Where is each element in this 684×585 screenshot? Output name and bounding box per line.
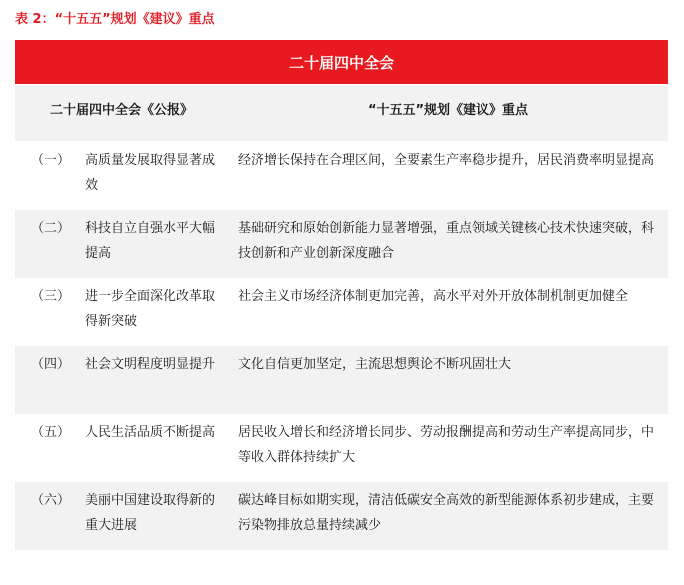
row-index: （五） (31, 425, 71, 440)
table-header-row (15, 85, 668, 142)
row-description: 基础研究和原始创新能力显著增强，重点领域关键核心技术快速突破，科技创新和产业创新深度融合 (238, 221, 655, 261)
row-goal: 进一步全面深化改革取得新突破 (85, 289, 216, 329)
row-goal: 社会文明程度明显提升 (85, 357, 216, 372)
row-index: （三） (31, 289, 71, 304)
table-row (15, 278, 668, 346)
table-row (15, 346, 668, 414)
row-description: 文化自信更加坚定，主流思想舆论不断巩固壮大 (238, 357, 512, 372)
table-row (15, 482, 668, 550)
row-goal: 科技自立自强水平大幅提高 (85, 221, 216, 261)
row-goal: 人民生活品质不断提高 (85, 425, 216, 440)
row-description: 碳达峰目标如期实现，清洁低碳安全高效的新型能源体系初步建成，主要污染物排放总量持续减少 (238, 493, 655, 533)
row-index: （四） (31, 357, 71, 372)
table-banner: 二十届四中全会 (15, 40, 668, 85)
row-description: 社会主义市场经济体制更加完善，高水平对外开放体制机制更加健全 (238, 289, 629, 304)
row-index: （六） (31, 493, 71, 508)
table-caption: 表 2：“十五五”规划《建议》重点 (15, 12, 215, 27)
row-description: 居民收入增长和经济增长同步、劳动报酬提高和劳动生产率提高同步，中等收入群体持续扩大 (238, 425, 655, 465)
row-description: 经济增长保持在合理区间，全要素生产率稳步提升，居民消费率明显提高 (238, 153, 655, 168)
row-goal: 美丽中国建设取得新的重大进展 (85, 493, 216, 533)
header-communique: 二十届四中全会《公报》 (49, 102, 193, 118)
row-index: （二） (31, 221, 71, 236)
header-proposal-priorities: “十五五”规划《建议》重点 (367, 102, 529, 118)
priorities-table (15, 40, 668, 550)
table-row (15, 142, 668, 210)
table-row (15, 210, 668, 278)
row-goal: 高质量发展取得显著成效 (85, 153, 216, 193)
table-row (15, 414, 668, 482)
row-index: （一） (31, 153, 71, 168)
